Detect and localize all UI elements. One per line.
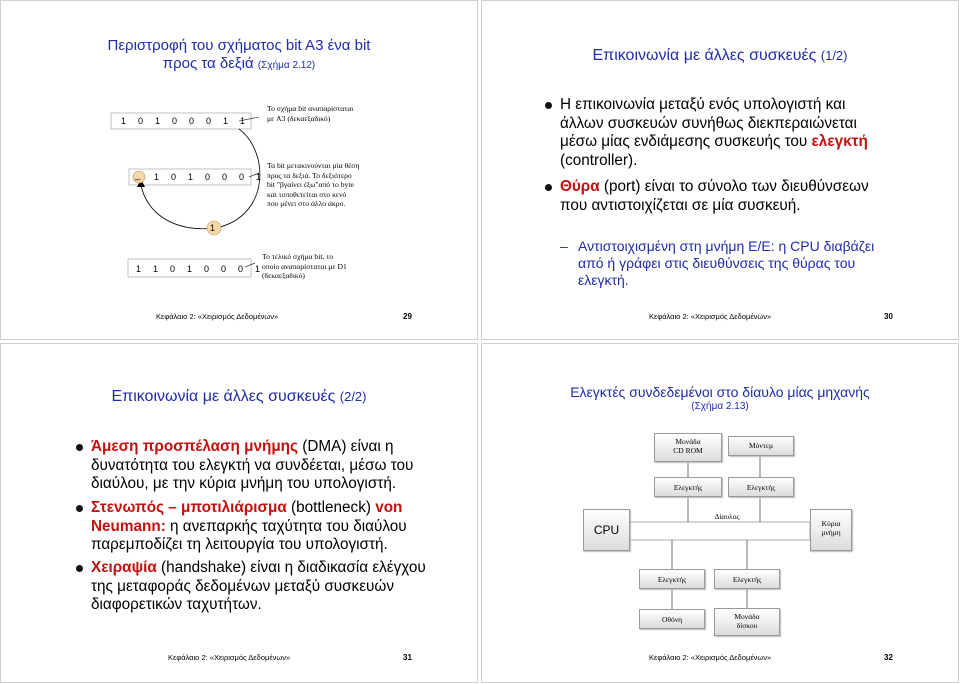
bullet-term: Χειραψία	[91, 559, 157, 576]
figure-ref: (Σχήμα 2.12)	[257, 60, 316, 71]
row2-lead: _	[135, 170, 141, 180]
bit: 1	[222, 116, 228, 126]
bullet-dot	[76, 444, 83, 451]
dropped-bit: 1	[210, 223, 216, 233]
bit: 0	[205, 116, 211, 126]
cpu: CPU	[583, 509, 630, 551]
slide-title	[1, 388, 477, 406]
page-number: 32	[884, 653, 893, 662]
controller-bottom-right: Ελεγκτής	[714, 569, 780, 589]
title-ref: (2/2)	[339, 389, 367, 404]
main-memory	[810, 509, 852, 551]
note-line: προς τα δεξιά. Το δεξιότερο	[267, 170, 352, 180]
box-label: Κύρια	[821, 519, 841, 528]
footer-chapter: Κεφάλαιο 2: «Χειρισμός Δεδομένων»	[649, 312, 772, 321]
bit: 0	[203, 264, 209, 274]
box-label: μνήμη	[821, 528, 841, 537]
bit: 0	[204, 172, 210, 182]
bullet-bottleneck	[91, 499, 431, 555]
slide-title	[482, 47, 958, 65]
controller-top-right: Ελεγκτής	[728, 477, 794, 497]
note-line: οποίο αναπαρίσταται με D1	[262, 261, 347, 271]
note-final	[262, 252, 347, 281]
bit: 0	[238, 172, 244, 182]
bullet-dma	[91, 438, 431, 494]
slide-31	[0, 343, 478, 683]
title-text: Επικοινωνία με άλλες συσκευές	[592, 47, 817, 64]
bullet-controller	[560, 96, 890, 170]
bullet-dot	[545, 184, 552, 191]
controller-bottom-left: Ελεγκτής	[639, 569, 705, 589]
bus-label: Δίαυλος	[714, 512, 740, 521]
box-label: Μονάδα	[675, 437, 701, 446]
bit: 1	[120, 116, 126, 126]
bullet-dot	[545, 102, 552, 109]
bullet-text: (DMA) είναι η δυνατότητα του ελεγκτή να συνδέεται, μέσω του διαύλου, με την κύρια μνήμη του υπολογιστή.	[91, 438, 414, 492]
note-line: (δεκαεξαδικό)	[262, 271, 305, 280]
bit: 1	[135, 264, 141, 274]
rotation-diagram	[1, 1, 478, 340]
bullet-handshake	[91, 559, 431, 615]
bullet-text: (port) είναι το σύνολο των διευθύνσεων που αντιστοιχίζεται σε μία συσκευή.	[560, 178, 869, 214]
bullet-port	[560, 178, 890, 215]
subbullet-memory-mapped	[560, 238, 880, 289]
dash: –	[560, 238, 568, 254]
note-line: bit "βγαίνει έξω"από το byte	[267, 180, 354, 189]
title-text: Επικοινωνία με άλλες συσκευές	[111, 388, 336, 405]
controller-top-left: Ελεγκτής	[654, 477, 722, 497]
bit: 1	[255, 172, 261, 182]
note-original	[267, 104, 353, 123]
note-line: με A3 (δεκαεξαδικό)	[267, 113, 331, 123]
title-line-1: Περιστροφή του σχήματος bit A3 ένα bit	[107, 37, 371, 54]
note-line: Το τελικό σχήμα bit, το	[262, 252, 334, 261]
bullet-dot	[76, 505, 83, 512]
bullet-text-end: (controller).	[560, 151, 638, 169]
bit: 0	[220, 264, 226, 274]
bullet-text: (bottleneck)	[286, 499, 376, 516]
bit: 0	[188, 116, 194, 126]
footer-chapter: Κεφάλαιο 2: «Χειρισμός Δεδομένων»	[156, 312, 279, 321]
bullet-term: Θύρα	[560, 178, 600, 195]
note-shift	[267, 161, 359, 209]
box-label: CD ROM	[673, 446, 703, 455]
box-label: δίσκου	[736, 621, 758, 630]
system-bus	[630, 522, 810, 540]
row3-bits	[130, 264, 266, 274]
bullet-term: Άμεση προσπέλαση μνήμης	[91, 438, 298, 455]
bit: 1	[254, 264, 260, 274]
cdrom-unit	[654, 433, 722, 462]
bullet-dot	[76, 565, 83, 572]
slide-29	[0, 0, 478, 340]
title-ref: (1/2)	[820, 48, 848, 63]
page-number: 31	[403, 653, 412, 662]
bullet-text-end: η ανεπαρκής ταχύτητα του διαύλου παρεμποδίζει τη λειτουργία του υπολογιστή.	[91, 517, 407, 553]
bit: 1	[152, 264, 158, 274]
title-text: Ελεγκτές συνδεδεμένοι στο δίαυλο μίας μηχανής	[570, 384, 870, 400]
title-line-2-text: προς τα δεξιά	[162, 55, 254, 72]
bit: 0	[169, 264, 175, 274]
page-number: 29	[403, 312, 412, 321]
bullet-term-2: von Neumann:	[91, 499, 403, 535]
bullet-term: ελεγκτή	[811, 133, 868, 150]
bit: 0	[137, 116, 143, 126]
row2-bits	[148, 172, 267, 182]
bullet-text: Η επικοινωνία μεταξύ ενός υπολογιστή και άλλων συσκευών συνήθως διεκπεραιώνεται μέσω μίας ενδιάμεσης συσκευής του	[560, 96, 857, 150]
slide-32	[481, 343, 959, 683]
figure-ref: (Σχήμα 2.13)	[691, 401, 749, 412]
bit: 0	[237, 264, 243, 274]
subbullet-text: Αντιστοιχισμένη στη μνήμη Ε/Ε: η CPU διαβάζει από ή γράφει στις διευθύνσεις της θύρας του ελεγκτή.	[578, 238, 875, 288]
bullet-term: Στενωπός – μποτιλιάρισμα	[91, 499, 287, 516]
box-label: Μονάδα	[734, 612, 760, 621]
note-line: που μένει στο άλλο άκρο.	[267, 199, 346, 208]
footer-chapter: Κεφάλαιο 2: «Χειρισμός Δεδομένων»	[649, 653, 772, 662]
note-line: και τοποθετείται στο κενό	[267, 189, 347, 199]
footer-chapter: Κεφάλαιο 2: «Χειρισμός Δεδομένων»	[168, 653, 291, 662]
bit: 1	[154, 116, 160, 126]
note-line: Το σχήμα bit αναπαρίσταται	[267, 104, 354, 113]
bit: 1	[239, 116, 245, 126]
row1-bits	[115, 116, 251, 126]
bit: 1	[187, 172, 193, 182]
bit: 0	[221, 172, 227, 182]
slide-30	[481, 0, 959, 340]
screen: Οθόνη	[639, 609, 705, 629]
page-number: 30	[884, 312, 893, 321]
modem: Μόντεμ	[728, 436, 794, 456]
note-line: Τα bit μετακινούνται μία θέση	[267, 161, 360, 170]
bit: 0	[171, 116, 177, 126]
bullet-text: (handshake) είναι η διαδικασία ελέγχου της μεταφοράς δεδομένων μεταξύ συσκευών διαφορετικών ταχυτήτων.	[91, 559, 426, 613]
bit: 1	[153, 172, 159, 182]
bit: 1	[186, 264, 192, 274]
bit: 0	[170, 172, 176, 182]
disk-unit	[714, 608, 780, 636]
